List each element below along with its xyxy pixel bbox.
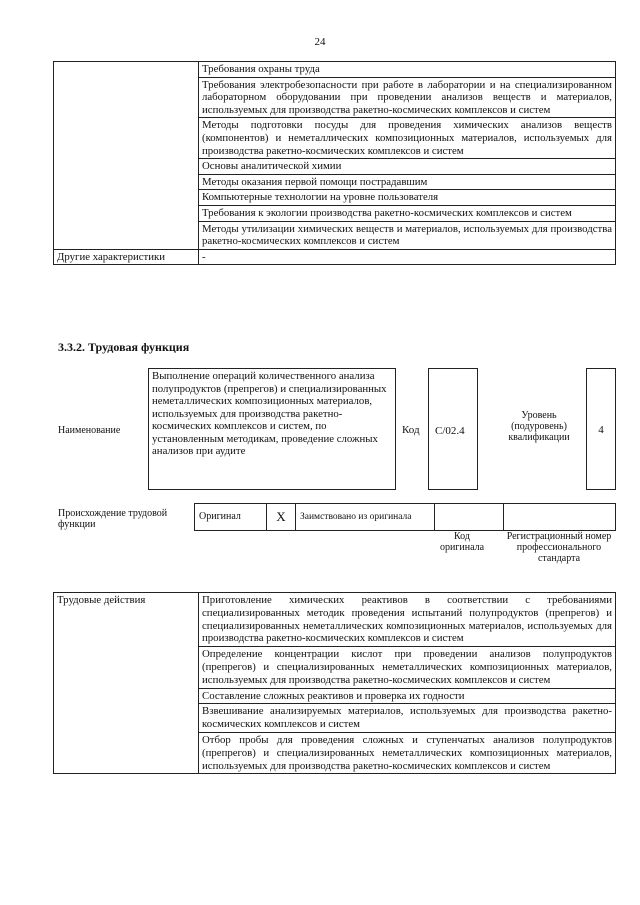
table-row xyxy=(54,593,616,647)
requirement-item: Требования к экологии производства ракетно-космических комплексов и систем xyxy=(199,205,616,221)
labor-action-item: Приготовление химических реактивов в соответствии с требованиями специализированных методик проведения испытаний полупродуктов (препрегов) и специализированных неметаллических композиционных материалов, используемых для производства ракетно-космических комплексов и систем xyxy=(199,593,616,647)
requirement-item: Требования электробезопасности при работе в лаборатории и на специализированном лабораторном оборудовании при проведении анализов веществ и материалов, используемых для производства ракетно-космических комплексов и систем xyxy=(199,77,616,118)
requirement-item: Требования охраны труда xyxy=(199,62,616,78)
requirement-item: Методы утилизации химических веществ и материалов, используемых для производства ракетно-космических комплексов и систем xyxy=(199,221,616,249)
labor-action-item: Взвешивание анализируемых материалов, используемых для производства ракетно-космических комплексов и систем xyxy=(199,704,616,733)
requirements-label-cell xyxy=(54,62,199,250)
table-row xyxy=(54,62,616,78)
table-row xyxy=(195,504,616,531)
name-label: Наименование xyxy=(58,425,121,436)
labor-action-item: Составление сложных реактивов и проверка их годности xyxy=(199,688,616,704)
requirement-item: Компьютерные технологии на уровне пользователя xyxy=(199,190,616,206)
code-label: Код xyxy=(402,424,420,436)
requirement-item: Методы оказания первой помощи пострадавшим xyxy=(199,174,616,190)
other-characteristics-label: Другие характеристики xyxy=(54,249,199,265)
code-value-field: C/02.4 xyxy=(428,368,478,490)
level-label: Уровень (подуровень) квалификации xyxy=(508,410,570,443)
labor-actions-table xyxy=(53,592,616,774)
other-characteristics-value: - xyxy=(199,249,616,265)
original-label: Оригинал xyxy=(195,504,267,531)
labor-action-item: Отбор пробы для проведения сложных и ступенчатых анализов полупродуктов (препрегов) и специализированных неметаллических композиционных материалов, используемых для производства ракетно-космических комплексов и систем xyxy=(199,732,616,773)
table-row xyxy=(54,249,616,265)
page-number: 24 xyxy=(314,36,326,48)
code-original-caption: Код оригинала xyxy=(439,531,485,553)
origin-table xyxy=(194,503,616,531)
function-name-field: Выполнение операций количественного анализа полупродуктов (препрегов) и специализированных неметаллических композиционных материалов, используемых для производства ракетно-космических комплексов и систем, по установленным методикам, проведение сложных анализов при аудите xyxy=(148,368,396,490)
labor-actions-label: Трудовые действия xyxy=(54,593,199,774)
borrowed-label: Заимствовано из оригинала xyxy=(296,504,435,531)
original-mark: X xyxy=(267,504,296,531)
section-title: 3.3.2. Трудовая функция xyxy=(58,340,190,354)
requirement-item: Основы аналитической химии xyxy=(199,159,616,175)
origin-label: Происхождение трудовой функции xyxy=(58,508,168,530)
level-value-field: 4 xyxy=(586,368,616,490)
reg-number-cell xyxy=(504,504,616,531)
requirement-item: Методы подготовки посуды для проведения химических анализов веществ (компонентов) и неметаллических композиционных материалов, используемых для производства ракетно-космических комплексов и систем xyxy=(199,118,616,159)
reg-number-caption: Регистрационный номер профессионального стандарта xyxy=(506,531,612,564)
requirements-table xyxy=(53,61,616,265)
code-original-cell xyxy=(435,504,504,531)
labor-action-item: Определение концентрации кислот при проведении анализов полупродуктов (препрегов) и специализированных неметаллических композиционных материалов, используемых для производства ракетно-космических комплексов и систем xyxy=(199,647,616,688)
